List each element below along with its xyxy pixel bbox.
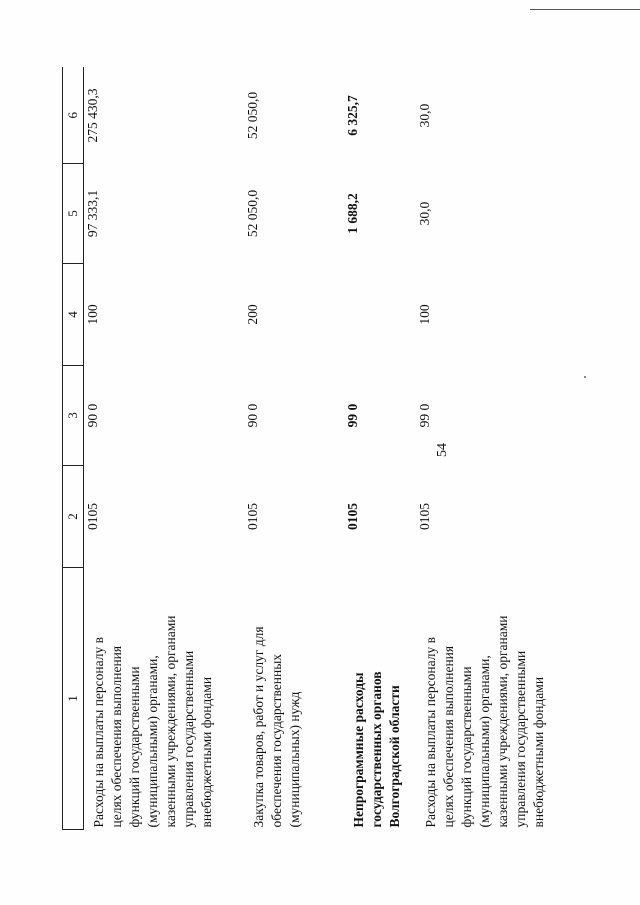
table-body xyxy=(84,68,576,830)
target-code-cell xyxy=(244,366,344,466)
row-name-cell xyxy=(84,568,244,830)
header-cell-3: 3 xyxy=(63,366,84,466)
section-code-value: 0105 xyxy=(416,503,432,530)
amount-col6-value: 52 050,0 xyxy=(244,91,260,140)
row-name-cell xyxy=(344,568,416,830)
row-name-line: (муниципальными) органами, xyxy=(476,655,492,828)
expense-type-cell xyxy=(344,264,416,366)
target-code-cell xyxy=(84,366,244,466)
row-name-line: внебюджетными фондами xyxy=(199,676,214,828)
amount-col6-cell xyxy=(84,68,244,164)
row-name-cell xyxy=(244,568,344,830)
row-name-line: казенными учреждениями, органами xyxy=(163,615,178,828)
amount-col6-value: 6 325,7 xyxy=(344,95,360,136)
amount-col6-cell xyxy=(244,68,344,164)
section-code-cell xyxy=(416,466,576,568)
row-name-line: управления государственными xyxy=(512,650,528,828)
row-name-line: функций государственными xyxy=(458,666,474,828)
expense-type-value: 100 xyxy=(416,304,432,325)
target-code-value: 90 0 xyxy=(244,403,260,428)
top-edge-rule xyxy=(530,9,640,10)
target-code-value: 99 0 xyxy=(416,403,432,428)
row-name-line: (муниципальными) органами, xyxy=(145,655,160,828)
row-name-line: целях обеспечения выполнения xyxy=(109,645,124,828)
target-code-cell xyxy=(416,366,576,466)
target-code-cell xyxy=(344,366,416,466)
row-name-line: Закупка товаров, работ и услуг для xyxy=(250,626,266,828)
page-number: 54 xyxy=(435,443,450,457)
section-code-cell xyxy=(244,466,344,568)
amount-col5-value: 97 333,1 xyxy=(85,189,100,238)
row-name-line: целях обеспечения выполнения xyxy=(440,645,456,828)
section-code-value: 0105 xyxy=(85,503,100,530)
header-cell-5: 5 xyxy=(63,164,84,264)
table-row xyxy=(416,68,576,830)
table-row xyxy=(344,68,416,830)
section-code-cell xyxy=(344,466,416,568)
amount-col5-cell xyxy=(84,164,244,264)
row-name-line: Непрограммные расходы xyxy=(350,672,366,828)
amount-col5-value: 52 050,0 xyxy=(244,189,260,238)
target-code-value: 99 0 xyxy=(344,403,360,428)
expense-type-cell xyxy=(244,264,344,366)
table-row xyxy=(84,68,244,830)
section-code-value: 0105 xyxy=(244,503,260,530)
row-name-line: казенными учреждениями, органами xyxy=(494,615,510,828)
amount-col5-value: 30,0 xyxy=(416,201,432,226)
row-name-line: Расходы на выплаты персоналу в xyxy=(422,637,438,828)
header-cell-4: 4 xyxy=(63,264,84,366)
header-cell-6: 6 xyxy=(63,68,84,164)
expense-type-cell xyxy=(416,264,576,366)
amount-col6-cell xyxy=(416,68,576,164)
section-code-value: 0105 xyxy=(344,503,360,530)
budget-table xyxy=(62,68,576,831)
row-name-line: обеспечения государственных xyxy=(268,653,284,828)
row-name-line: управления государственными xyxy=(181,650,196,828)
header-cell-1: 1 xyxy=(63,568,84,830)
row-name-cell xyxy=(416,568,576,830)
expense-type-cell xyxy=(84,264,244,366)
amount-col5-cell xyxy=(244,164,344,264)
row-name-line: Расходы на выплаты персоналу в xyxy=(91,637,106,828)
expense-type-value: 100 xyxy=(85,304,100,325)
section-code-cell xyxy=(84,466,244,568)
table-row xyxy=(244,68,344,830)
amount-col6-value: 30,0 xyxy=(416,103,432,128)
row-name-line: Волгоградской области xyxy=(386,685,402,828)
row-name-line: (муниципальных) нужд xyxy=(286,691,302,828)
row-name-line: внебюджетными фондами xyxy=(530,676,546,828)
amount-col5-cell xyxy=(344,164,416,264)
amount-col6-cell xyxy=(344,68,416,164)
row-name-line: функций государственными xyxy=(127,666,142,828)
amount-col5-value: 1 688,2 xyxy=(344,193,360,234)
row-name-line: государственных органов xyxy=(368,671,384,828)
expense-type-value: 200 xyxy=(244,304,260,325)
header-cell-2: 2 xyxy=(63,466,84,568)
amount-col5-cell xyxy=(416,164,576,264)
header-row xyxy=(63,68,84,830)
amount-col6-value: 275 430,3 xyxy=(85,88,100,143)
rotated-table-container xyxy=(62,68,618,830)
target-code-value: 90 0 xyxy=(85,403,100,428)
